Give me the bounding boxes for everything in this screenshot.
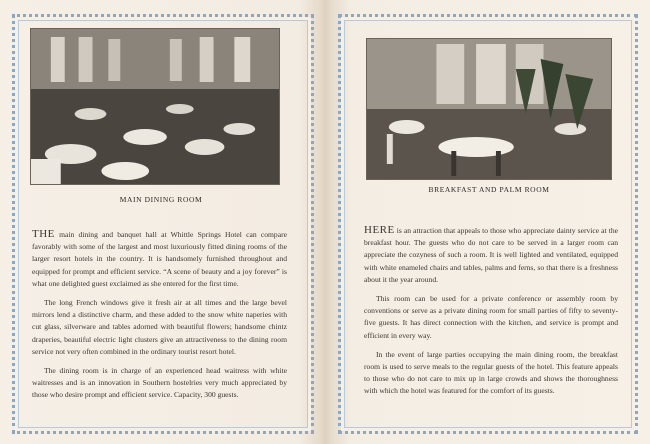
paragraph: This room can be used for a private conference or assembly room by conventions or serve as a private dining room for small parties of fifty to seventy-five guests. It has direct connection with the kitchen, and service is prompt and efficient in every way. [364, 294, 618, 340]
main-dining-room-photo [30, 28, 280, 185]
paragraph: The long French windows give it fresh air at all times and the large bevel mirrors lend a distinctive charm, and these added to the snow white naperies with cut glass, silverware and tables adorned with beautiful flowers; handsome chintz draperies, beautiful electric light clusters give an attractiveness to the dining room service not very often combined in the ordinary tourist resort hotel. [32, 298, 287, 356]
paragraph: THE main dining and banquet hall at Whittle Springs Hotel can compare favorably with some of the largest and most luxuriously fitted dining rooms of the larger resort hotels in the country. It is handsomely furnished throughout and equipped for prompt and efficient service. “A scene of beauty and a joy forever” is what one delighted guest exclaimed as she entered for the first time. [32, 228, 287, 288]
breakfast-palm-room-photo [366, 38, 612, 180]
paragraph: HERE is an attraction that appeals to those who appreciate dainty service at the breakfast hour. The guests who do not care to be served in a larger room can appreciate the cozyness of such a room. It is well lighted and ventilated, equipped with white enameled chairs and tables, palms and ferns, so that there is a freshness about it the year around. [364, 224, 618, 284]
paragraph: The dining room is in charge of an experienced head waitress with white waitresses and is an innovation in Southern hostelries very much appreciated by those who desire prompt and efficient service. Capacity, 300 guests. [32, 366, 287, 400]
right-page [328, 0, 650, 444]
photo-caption: MAIN DINING ROOM [119, 195, 203, 204]
body-text [364, 224, 618, 405]
lead-word: THE [32, 228, 55, 240]
photo-caption: BREAKFAST AND PALM ROOM [428, 185, 550, 194]
lead-word: HERE [364, 224, 395, 236]
body-text [32, 228, 287, 409]
paragraph: In the event of large parties occupying the main dining room, the breakfast room is used to serve meals to the regular guests of the hotel. This feature appeals to those who do not care to mix up in large crowds and shows the thoroughness with which the hotel was featured for the comfort of its guests. [364, 349, 618, 396]
left-page [0, 0, 322, 444]
